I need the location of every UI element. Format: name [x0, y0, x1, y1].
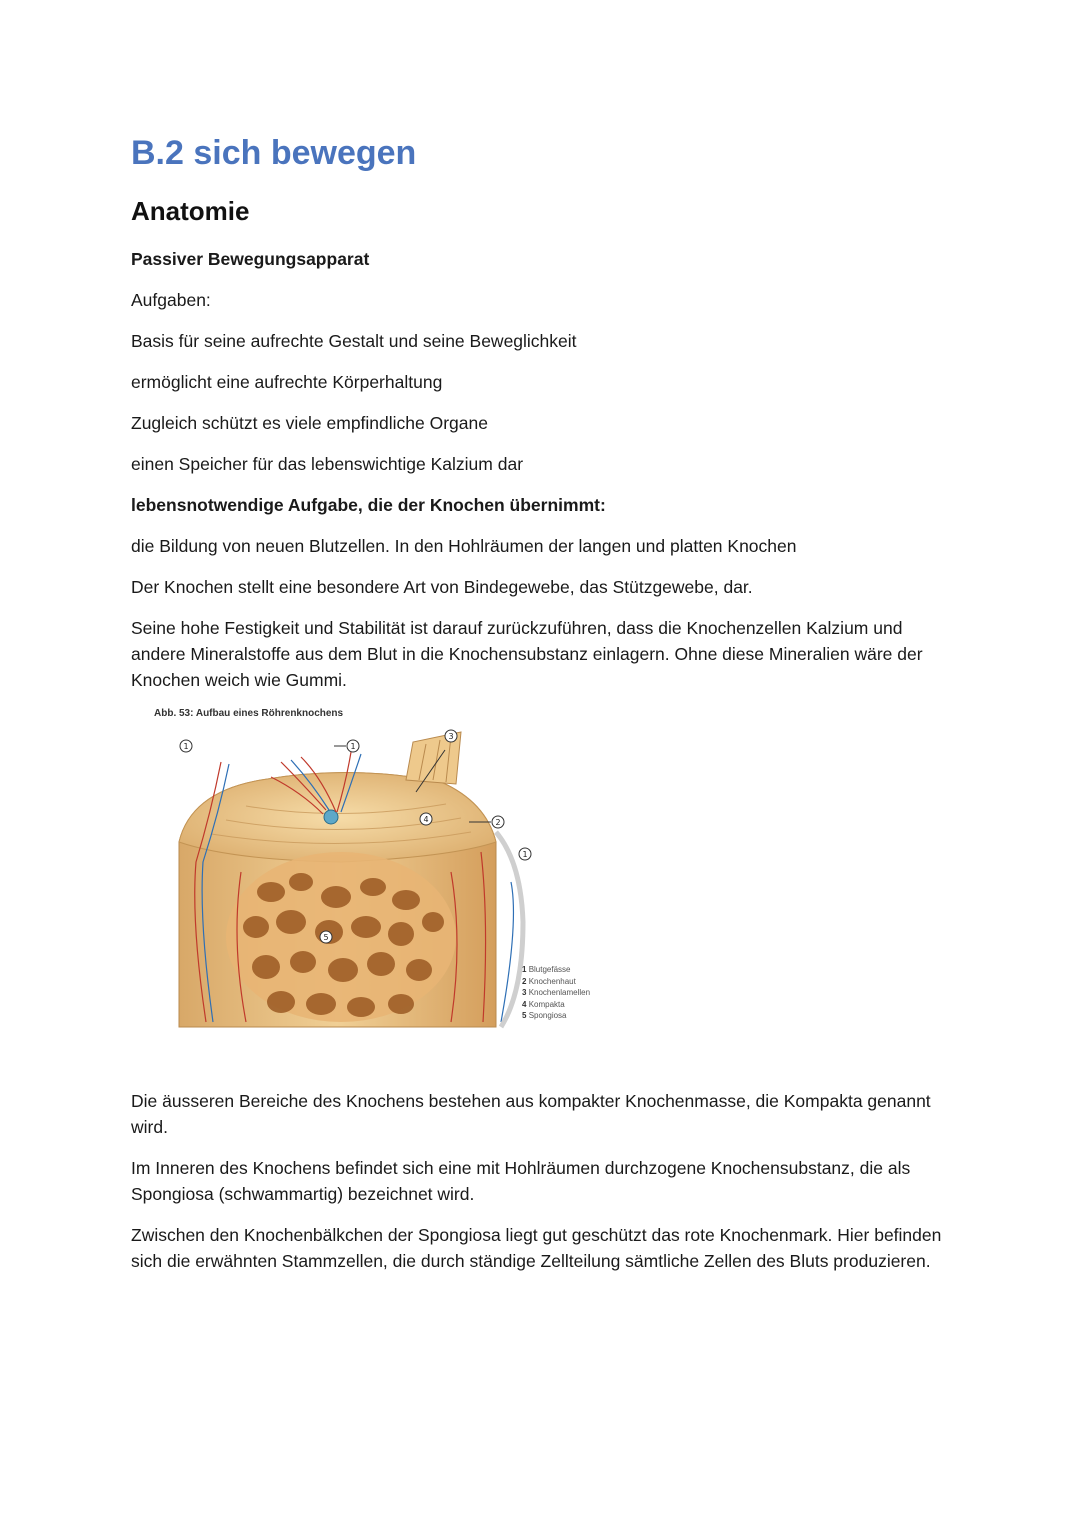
- page-title: B.2 sich bewegen: [131, 134, 417, 172]
- aufgabe-item: einen Speicher für das lebenswichtige Kalzium dar: [131, 454, 524, 474]
- legend-item: 5 Spongiosa: [522, 1011, 567, 1020]
- legend-item: 2 Knochenhaut: [522, 976, 576, 986]
- marker-2: 2: [495, 818, 501, 827]
- figure-caption: Abb. 53: Aufbau eines Röhrenknochens: [154, 708, 344, 719]
- periosteum: [496, 832, 523, 1027]
- marker-3: 3: [448, 732, 454, 741]
- bone-figure: [151, 708, 621, 1048]
- aufgaben-label: Aufgaben:: [131, 290, 211, 310]
- subsection-heading: Passiver Bewegungsapparat: [131, 249, 370, 269]
- paragraph: Die äusseren Bereiche des Knochens bestehen aus kompakter Knochenmasse, die Kompakta genannt wird.: [131, 1091, 931, 1137]
- aufgabe-item: Basis für seine aufrechte Gestalt und seine Beweglichkeit: [131, 331, 577, 351]
- marker-1: 1: [350, 742, 356, 751]
- paragraph: Seine hohe Festigkeit und Stabilität ist darauf zurückzuführen, dass die Knochenzellen Kalzium und andere Mineralstoffe aus dem Blut in die Knochensubstanz einlagern. Ohne diese Mineralien wäre der Knochen weich wie Gummi.: [131, 618, 923, 690]
- legend-item: 1 Blutgefässe: [522, 965, 571, 974]
- legend-item: 4 Kompakta: [522, 999, 565, 1009]
- paragraph: die Bildung von neuen Blutzellen. In den Hohlräumen der langen und platten Knochen: [131, 536, 797, 556]
- marker-4: 4: [423, 815, 429, 824]
- paragraph: Im Inneren des Knochens befindet sich eine mit Hohlräumen durchzogene Knochensubstanz, die als Spongiosa (schwammartig) bezeichnet wird.: [131, 1158, 911, 1204]
- paragraph: Zwischen den Knochenbälkchen der Spongiosa liegt gut geschützt das rote Knochenmark. Hier befinden sich die erwähnten Stammzellen, die durch ständige Zellteilung sämtliche Zellen des Bluts produzieren.: [131, 1225, 942, 1271]
- paragraph: Der Knochen stellt eine besondere Art von Bindegewebe, das Stützgewebe, dar.: [131, 577, 753, 597]
- marker-5: 5: [323, 933, 329, 942]
- marker-1: 1: [522, 850, 528, 859]
- section-heading: Anatomie: [131, 196, 250, 226]
- aufgabe-item: Zugleich schützt es viele empfindliche Organe: [131, 413, 488, 433]
- document-content: [131, 128, 951, 1289]
- aufgabe-item: ermöglicht eine aufrechte Körperhaltung: [131, 372, 443, 392]
- legend-item: 3 Knochenlamellen: [522, 988, 591, 997]
- knochen-aufgabe-heading: lebensnotwendige Aufgabe, die der Knochen übernimmt:: [131, 495, 606, 515]
- marker-1: 1: [183, 742, 189, 751]
- figure-legend: [522, 964, 590, 1022]
